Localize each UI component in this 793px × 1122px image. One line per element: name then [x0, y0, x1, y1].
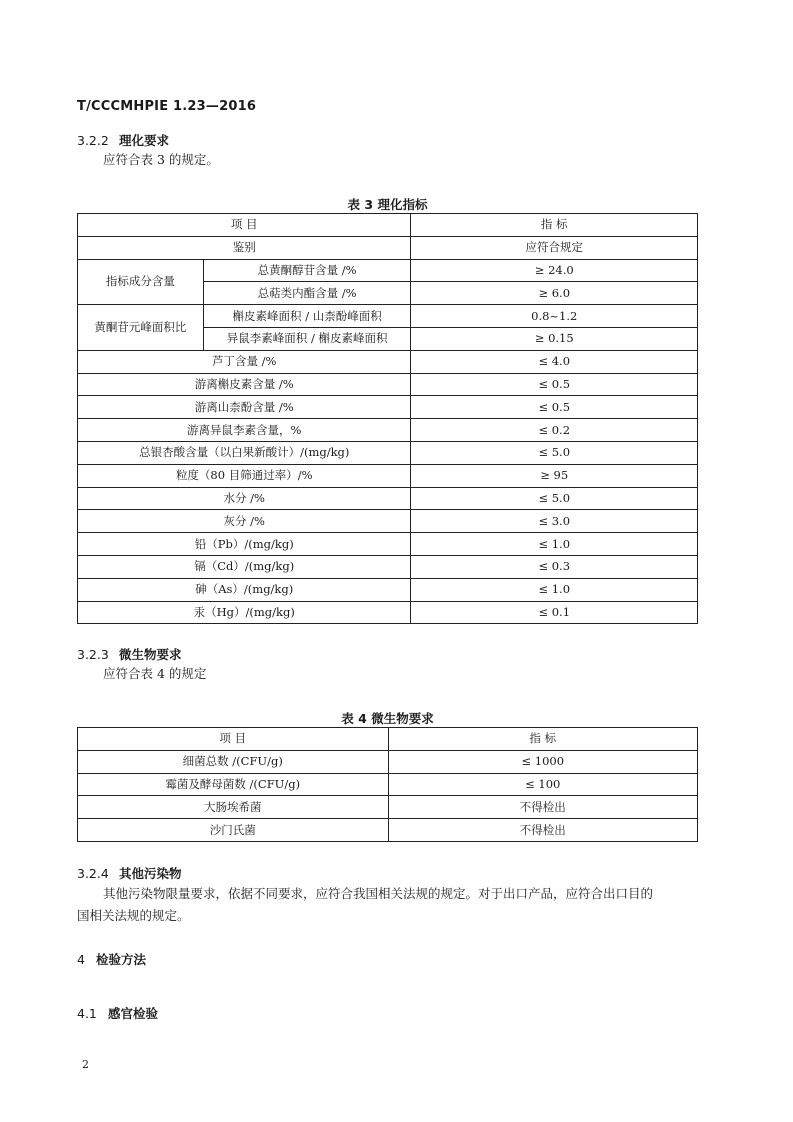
- row-value: ≤ 0.2: [411, 419, 698, 442]
- table-row: [78, 578, 698, 601]
- row-item: 总萜类内酯含量 /%: [203, 282, 411, 305]
- row-value: ≤ 0.3: [411, 555, 698, 578]
- table-row: [78, 305, 698, 328]
- row-value: ≤ 3.0: [411, 510, 698, 533]
- document-id: T/CCCMHPIE 1.23—2016: [77, 99, 257, 114]
- row-value: ≤ 100: [388, 773, 697, 796]
- row-item: 游离山柰酚含量 /%: [78, 396, 411, 419]
- row-item: 镉（Cd）/(mg/kg): [78, 555, 411, 578]
- table-row: [78, 796, 698, 819]
- section-title: 理化要求: [119, 133, 170, 148]
- table-row: [78, 750, 698, 773]
- col-header-value: 指 标: [388, 728, 697, 751]
- row-item: 游离槲皮素含量 /%: [78, 373, 411, 396]
- section-heading-4-1: [77, 1004, 158, 1022]
- section-title: 检验方法: [96, 952, 147, 967]
- section-number: 4: [77, 952, 85, 967]
- row-value: ≤ 5.0: [411, 441, 698, 464]
- section-number: 3.2.3: [77, 647, 109, 662]
- row-value: ≤ 1.0: [411, 578, 698, 601]
- row-item: 鉴别: [78, 236, 411, 259]
- table-row: [78, 510, 698, 533]
- section-number: 3.2.2: [77, 133, 109, 148]
- row-item: 砷（As）/(mg/kg): [78, 578, 411, 601]
- table-row: [78, 487, 698, 510]
- row-item: 芦丁含量 /%: [78, 350, 411, 373]
- row-value: ≥ 95: [411, 464, 698, 487]
- section-text-3-2-4-line2: 国相关法规的规定。: [77, 908, 190, 923]
- row-value: ≥ 24.0: [411, 259, 698, 282]
- col-header-item: 项 目: [78, 214, 411, 237]
- row-item: 细菌总数 /(CFU/g): [78, 750, 389, 773]
- page-number: 2: [82, 1058, 89, 1071]
- section-number: 4.1: [77, 1006, 97, 1021]
- section-heading-3-2-2: [77, 131, 169, 149]
- table-row: [78, 236, 698, 259]
- table3: [77, 213, 698, 624]
- row-group: 指标成分含量: [78, 259, 204, 305]
- row-item: 霉菌及酵母菌数 /(CFU/g): [78, 773, 389, 796]
- row-value: ≥ 0.15: [411, 327, 698, 350]
- section-title: 感官检验: [108, 1006, 159, 1021]
- section-title: 微生物要求: [119, 647, 182, 662]
- row-value: ≤ 0.1: [411, 601, 698, 624]
- table4: [77, 727, 698, 842]
- row-item: 大肠埃希菌: [78, 796, 389, 819]
- section-heading-3-2-3: [77, 645, 182, 663]
- row-value: ≤ 1000: [388, 750, 697, 773]
- section-text-3-2-2: 应符合表 3 的规定。: [103, 152, 219, 167]
- row-value: ≤ 0.5: [411, 373, 698, 396]
- row-item: 总银杏酸含量（以白果新酸计）/(mg/kg): [78, 441, 411, 464]
- table-row: [78, 259, 698, 282]
- row-value: ≤ 0.5: [411, 396, 698, 419]
- table-row: [78, 396, 698, 419]
- row-group: 黄酮苷元峰面积比: [78, 305, 204, 351]
- row-value: 不得检出: [388, 819, 697, 842]
- section-number: 3.2.4: [77, 866, 109, 881]
- table-header-row: [78, 728, 698, 751]
- table-row: [78, 373, 698, 396]
- row-item: 铅（Pb）/(mg/kg): [78, 533, 411, 556]
- row-value: ≤ 1.0: [411, 533, 698, 556]
- table-row: [78, 773, 698, 796]
- table4-caption: 表 4 微生物要求: [341, 711, 434, 726]
- row-item: 游离异鼠李素含量，%: [78, 419, 411, 442]
- row-value: ≤ 4.0: [411, 350, 698, 373]
- row-item: 异鼠李素峰面积 / 槲皮素峰面积: [203, 327, 411, 350]
- table-row: [78, 601, 698, 624]
- table3-caption: 表 3 理化指标: [347, 197, 428, 212]
- row-item: 灰分 /%: [78, 510, 411, 533]
- row-value: 不得检出: [388, 796, 697, 819]
- row-item: 沙门氏菌: [78, 819, 389, 842]
- row-item: 总黄酮醇苷含量 /%: [203, 259, 411, 282]
- table-row: [78, 441, 698, 464]
- row-value: 0.8~1.2: [411, 305, 698, 328]
- table-row: [78, 350, 698, 373]
- col-header-item: 项 目: [78, 728, 389, 751]
- col-header-value: 指 标: [411, 214, 698, 237]
- section-title: 其他污染物: [119, 866, 182, 881]
- table-header-row: [78, 214, 698, 237]
- row-value: 应符合规定: [411, 236, 698, 259]
- section-text-3-2-3: 应符合表 4 的规定: [103, 666, 207, 681]
- table-row: [78, 819, 698, 842]
- row-item: 粒度（80 目筛通过率）/%: [78, 464, 411, 487]
- row-item: 水分 /%: [78, 487, 411, 510]
- table-row: [78, 464, 698, 487]
- section-heading-4: [77, 950, 146, 968]
- section-text-3-2-4-line1: 其他污染物限量要求，依据不同要求，应符合我国相关法规的规定。对于出口产品，应符合出口目的: [103, 886, 654, 901]
- table-row: [78, 555, 698, 578]
- row-item: 槲皮素峰面积 / 山柰酚峰面积: [203, 305, 411, 328]
- row-item: 汞（Hg）/(mg/kg): [78, 601, 411, 624]
- row-value: ≤ 5.0: [411, 487, 698, 510]
- section-heading-3-2-4: [77, 864, 182, 882]
- row-value: ≥ 6.0: [411, 282, 698, 305]
- table-row: [78, 419, 698, 442]
- table-row: [78, 533, 698, 556]
